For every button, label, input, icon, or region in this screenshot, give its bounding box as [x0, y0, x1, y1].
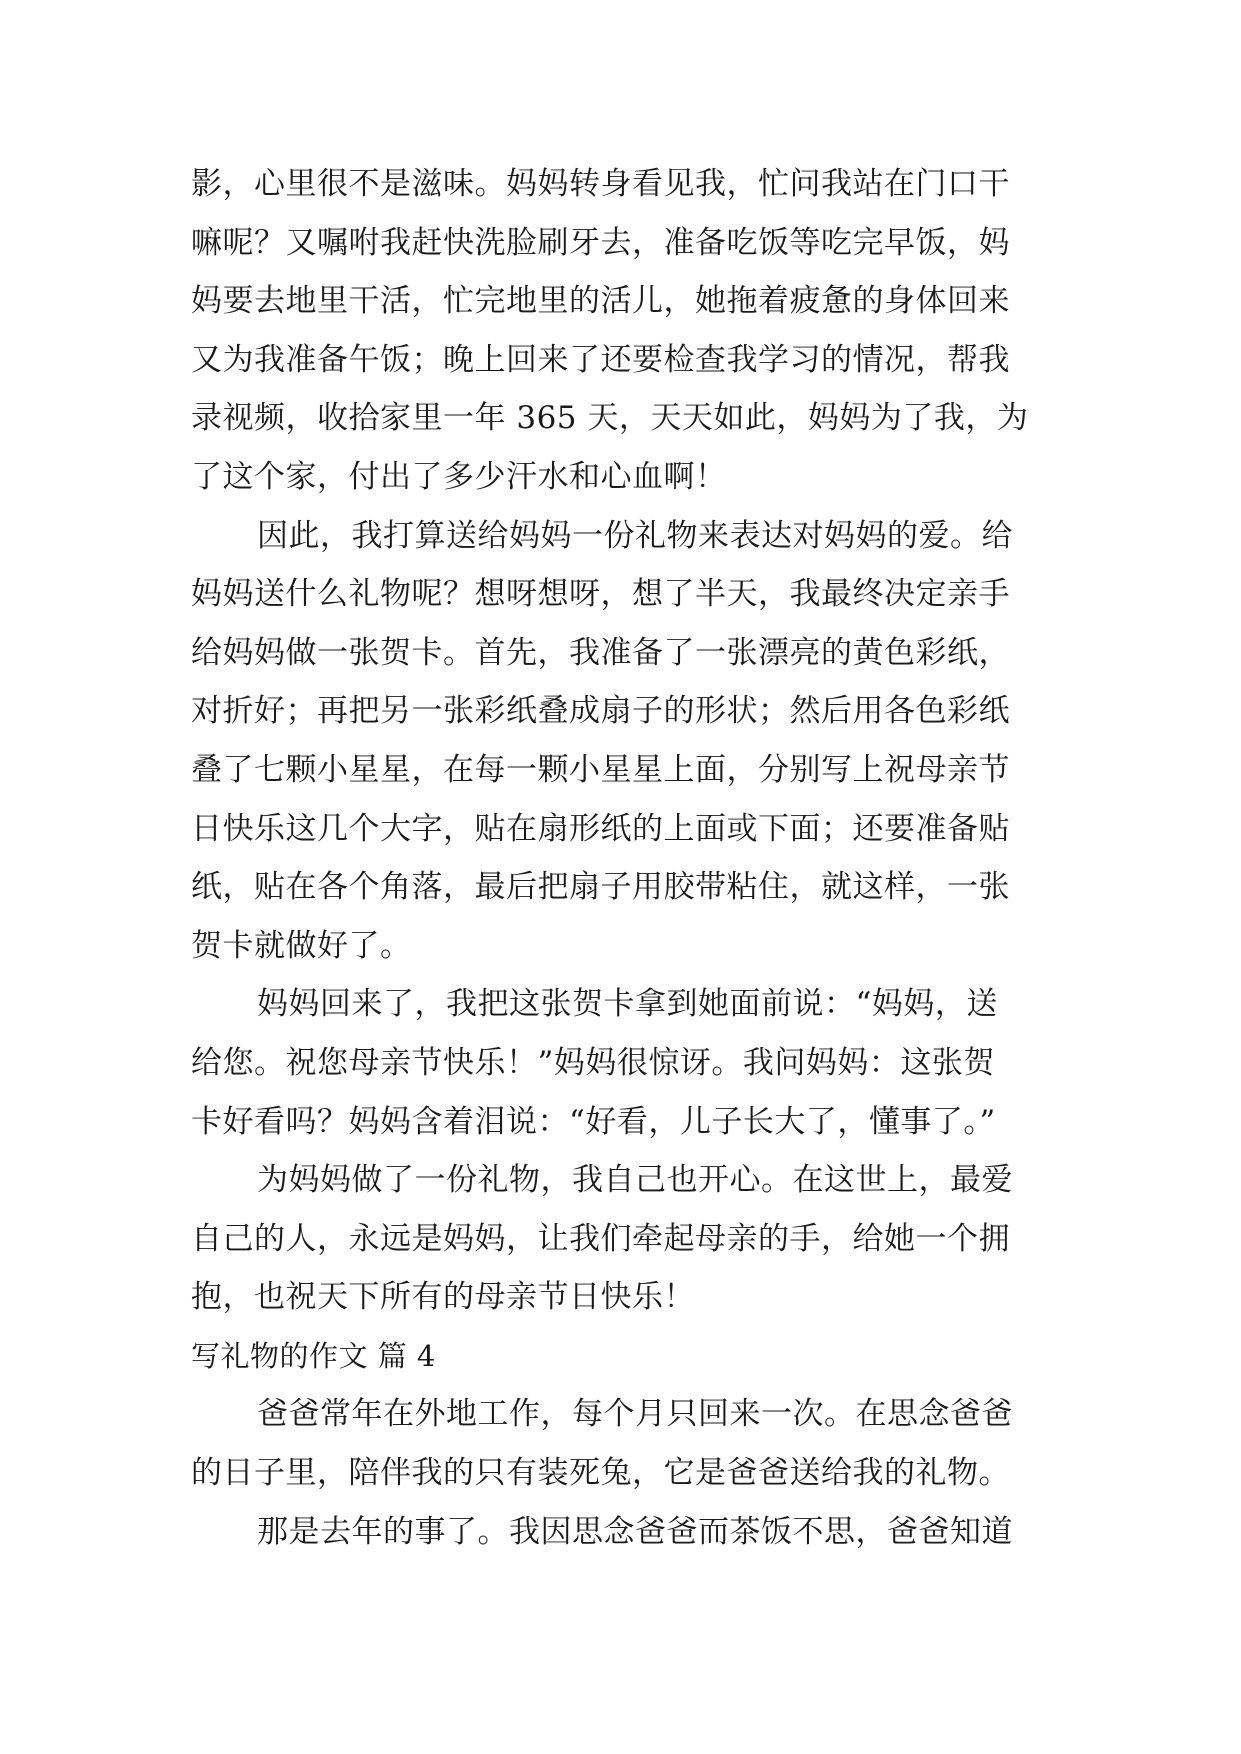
- paragraph-first-line: 爸爸常年在外地工作，每个月只回来一次。在思念爸爸: [257, 1396, 1013, 1433]
- paragraph-first-line: 因此，我打算送给妈妈一份礼物来表达对妈妈的爱。给: [257, 517, 1013, 554]
- text-line: 纸，贴在各个角落，最后把扇子用胶带粘住，就这样，一张: [191, 869, 1010, 906]
- document-page: [191, 155, 1051, 1561]
- text-line: 又为我准备午饭；晚上回来了还要检查我学习的情况，帮我: [191, 341, 1010, 378]
- text-line: 录视频，收拾家里一年 365 天，天天如此，妈妈为了我，为: [191, 400, 1029, 437]
- section-heading: 写礼物的作文 篇 4: [191, 1338, 436, 1373]
- text-line: 影，心里很不是滋味。妈妈转身看见我，忙问我站在门口干: [191, 166, 1010, 202]
- paragraph-first-line: 那是去年的事了。我因思念爸爸而茶饭不思，爸爸知道: [257, 1513, 1013, 1550]
- text-line: 日快乐这几个大字，贴在扇形纸的上面或下面；还要准备贴: [191, 810, 1010, 847]
- text-line: 了这个家，付出了多少汗水和心血啊！: [191, 458, 727, 495]
- text-line: 对折好；再把另一张彩纸叠成扇子的形状；然后用各色彩纸: [191, 693, 1010, 730]
- text-line: 卡好看吗？妈妈含着泪说：“好看，儿子长大了，懂事了。”: [191, 1103, 996, 1140]
- text-line: 叠了七颗小星星，在每一颗小星星上面，分别写上祝母亲节: [191, 751, 1010, 788]
- text-line: 嘛呢？又嘱咐我赶快洗脸刷牙去，准备吃饭等吃完早饭，妈: [191, 224, 1010, 261]
- text-line: 自己的人，永远是妈妈，让我们牵起母亲的手，给她一个拥: [191, 1220, 1010, 1257]
- text-line: 妈要去地里干活，忙完地里的活儿，她拖着疲惫的身体回来: [191, 283, 1010, 320]
- paragraph-first-line: 妈妈回来了，我把这张贺卡拿到她面前说：“妈妈，送: [257, 986, 998, 1023]
- text-line: 抱，也祝天下所有的母亲节日快乐！: [191, 1279, 695, 1316]
- paragraph-first-line: 为妈妈做了一份礼物，我自己也开心。在这世上，最爱: [257, 1162, 1013, 1199]
- text-line: 的日子里，陪伴我的只有装死兔，它是爸爸送给我的礼物。: [191, 1455, 1010, 1492]
- text-line: 给您。祝您母亲节快乐！”妈妈很惊讶。我问妈妈：这张贺: [191, 1044, 995, 1081]
- text-line: 妈妈送什么礼物呢？想呀想呀，想了半天，我最终决定亲手: [191, 576, 1010, 613]
- text-line: 给妈妈做一张贺卡。首先，我准备了一张漂亮的黄色彩纸，: [191, 634, 1010, 671]
- text-line: 贺卡就做好了。: [191, 927, 412, 964]
